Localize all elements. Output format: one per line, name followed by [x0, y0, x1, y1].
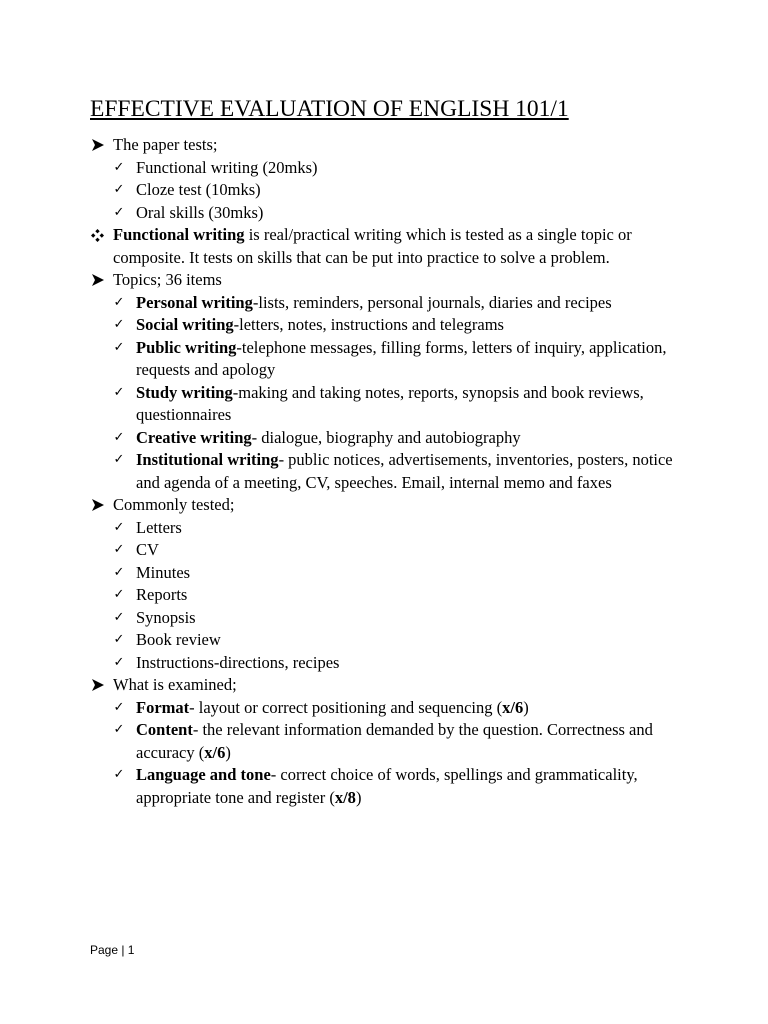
checkmark-icon: ✓	[113, 452, 125, 467]
four-diamond-bullet-icon	[89, 224, 105, 247]
checkmark-icon: ✓	[113, 632, 125, 647]
commonly-tested-item: Synopsis	[136, 607, 196, 627]
checkmark-icon: ✓	[113, 699, 125, 715]
functional-writing-term: Functional writing	[113, 225, 245, 244]
topic-term: Study writing	[136, 382, 233, 402]
list-item	[0, 697, 681, 720]
examined-term: Format	[136, 697, 190, 717]
checkmark-icon: ✓	[113, 429, 125, 445]
list-item-topics	[0, 269, 683, 292]
examined-text: - correct choice of words, spellings and grammaticality, appropriate tone and register (	[136, 765, 638, 807]
list-item	[0, 562, 681, 585]
checkmark-icon: ✓	[113, 204, 125, 220]
list-item	[0, 719, 681, 764]
checkmark-icon: ✓	[113, 654, 125, 670]
checkmark-icon: ✓	[113, 564, 125, 580]
paper-tests-label: The paper tests;	[113, 135, 218, 154]
list-item	[0, 179, 681, 202]
list-item	[0, 292, 681, 315]
list-item	[0, 314, 681, 337]
checkmark-icon: ✓	[113, 294, 125, 310]
commonly-tested-item: Reports	[136, 585, 188, 604]
topic-text: -making and taking notes, reports, synopsis and book reviews, questionnaires	[136, 382, 644, 424]
examined-end: )	[225, 742, 231, 762]
arrowhead-bullet-icon	[89, 674, 105, 697]
document-body	[0, 134, 768, 809]
list-item-commonly-tested	[0, 494, 683, 517]
topic-term: Social writing	[136, 315, 234, 334]
examined-end: )	[355, 787, 362, 807]
list-item	[0, 517, 681, 540]
topics-label: Topics; 36 items	[113, 270, 222, 289]
checkmark-icon: ✓	[113, 587, 125, 602]
paper-test-item: Cloze test (10mks)	[136, 180, 261, 199]
commonly-tested-label: Commonly tested;	[113, 495, 235, 514]
examined-term: Language and tone	[136, 765, 271, 784]
commonly-tested-item: Instructions-directions, recipes	[136, 652, 340, 672]
checkmark-icon: ✓	[113, 384, 125, 400]
arrowhead-bullet-icon	[89, 269, 105, 292]
list-item	[0, 629, 681, 652]
examined-term: Content	[136, 720, 193, 739]
list-item	[0, 652, 681, 675]
topic-term: Creative writing	[136, 427, 252, 447]
list-item-what-is-examined	[0, 674, 683, 697]
checkmark-icon: ✓	[113, 722, 125, 737]
examined-text: - layout or correct positioning and sequencing (	[189, 697, 503, 717]
checkmark-icon: ✓	[113, 519, 125, 535]
page-footer: Page | 1	[90, 943, 135, 957]
examined-mark: x/6	[204, 742, 226, 762]
topic-text: - public notices, advertisements, inventories, posters, notice and agenda of a meeting, CV, speeches. Email, internal memo and faxes	[136, 450, 673, 492]
checkmark-icon: ✓	[113, 542, 125, 557]
examined-mark: x/8	[334, 787, 356, 807]
topic-text: -letters, notes, instructions and telegrams	[233, 315, 504, 334]
document-title: EFFECTIVE EVALUATION OF ENGLISH 101/1	[90, 96, 569, 122]
list-item	[0, 449, 681, 494]
checkmark-icon: ✓	[113, 609, 125, 625]
topic-term: Personal writing	[136, 292, 253, 312]
commonly-tested-item: Letters	[136, 517, 182, 537]
paper-test-item: Oral skills (30mks)	[136, 202, 264, 222]
examined-text: - the relevant information demanded by the question. Correctness and accuracy (	[136, 720, 653, 762]
list-item	[0, 584, 681, 607]
topic-text: - dialogue, biography and autobiography	[251, 427, 521, 447]
checkmark-icon: ✓	[113, 182, 125, 197]
checkmark-icon: ✓	[113, 767, 125, 782]
commonly-tested-item: Minutes	[136, 562, 191, 582]
list-item	[0, 539, 681, 562]
list-item	[0, 607, 681, 630]
commonly-tested-item: Book review	[136, 630, 221, 649]
checkmark-icon: ✓	[113, 339, 125, 355]
arrowhead-bullet-icon	[89, 494, 105, 517]
list-item-functional-writing	[0, 224, 683, 269]
list-item	[0, 337, 681, 382]
list-item-paper-tests	[0, 134, 683, 157]
examined-end: )	[523, 697, 529, 717]
functional-writing-text: is real/practical writing which is tested as a single topic or composite. It tests on skills that can be put into practice to solve a problem.	[113, 225, 632, 267]
examined-label: What is examined;	[113, 675, 237, 694]
topic-term: Public writing	[136, 337, 237, 357]
checkmark-icon: ✓	[113, 159, 125, 175]
checkmark-icon: ✓	[113, 317, 125, 332]
list-item	[0, 427, 681, 450]
paper-test-item: Functional writing (20mks)	[136, 157, 318, 177]
list-item	[0, 764, 681, 809]
topic-text: -telephone messages, filling forms, letters of inquiry, application, requests and apology	[136, 337, 667, 379]
list-item	[0, 157, 681, 180]
list-item	[0, 382, 681, 427]
commonly-tested-item: CV	[136, 540, 159, 559]
arrowhead-bullet-icon	[89, 134, 105, 157]
topic-term: Institutional writing	[136, 450, 279, 469]
examined-mark: x/6	[502, 697, 524, 717]
topic-text: -lists, reminders, personal journals, diaries and recipes	[252, 292, 612, 312]
list-item	[0, 202, 681, 225]
